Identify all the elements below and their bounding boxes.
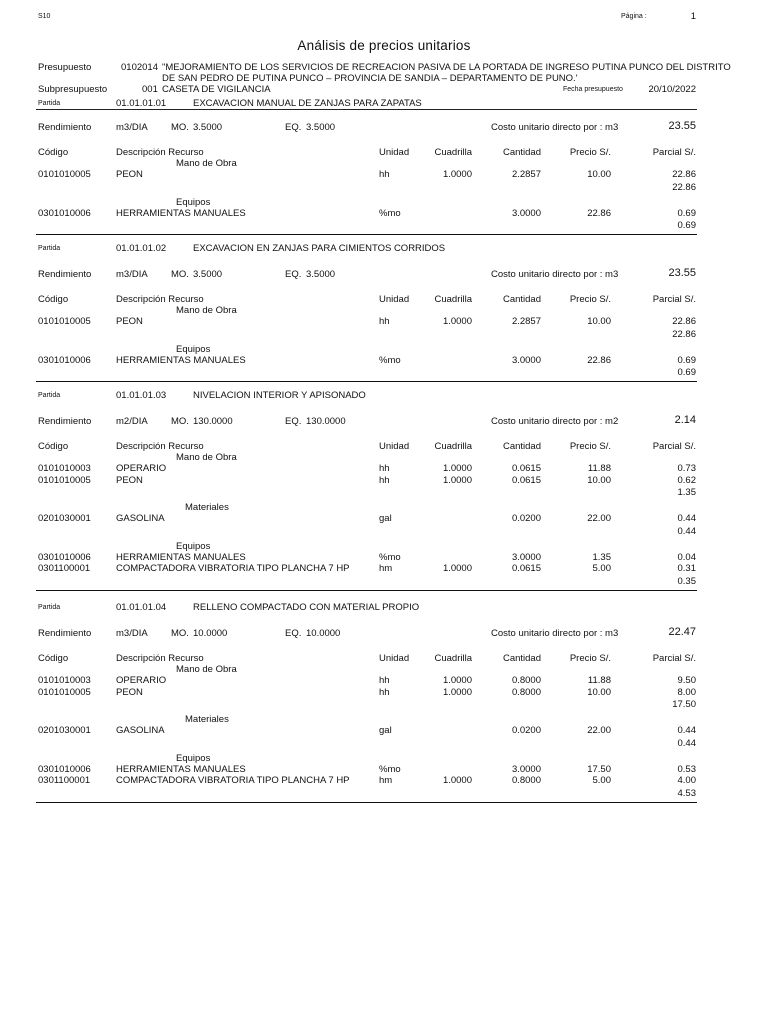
- column-header-crew: Cuadrilla: [434, 294, 472, 305]
- rendimiento-unit: m3/DIA: [116, 269, 148, 280]
- partida-divider: [36, 234, 697, 235]
- mo-label: MO.: [171, 269, 189, 280]
- column-header-quantity: Cantidad: [502, 294, 541, 305]
- resource-unit: hh: [379, 169, 390, 180]
- partida-divider: [36, 802, 697, 803]
- resource-price: 10.00: [587, 686, 611, 698]
- rendimiento-unit: m2/DIA: [116, 416, 148, 427]
- page-number: 1: [690, 11, 696, 22]
- resource-group-heading: Materiales: [185, 502, 229, 513]
- resource-partial: 0.04: [677, 551, 696, 563]
- column-header-quantity: Cantidad: [502, 441, 541, 452]
- budget-date: 20/10/2022: [648, 84, 696, 95]
- eq-value: 3.5000: [306, 269, 336, 280]
- resource-group-heading: Equipos: [176, 343, 211, 355]
- subbudget-name: CASETA DE VIGILANCIA: [162, 84, 271, 95]
- resource-price: 5.00: [592, 563, 611, 574]
- group-subtotal: 0.69: [677, 367, 696, 378]
- budget-code: 0102014: [121, 62, 158, 73]
- resource-description: PEON: [116, 316, 143, 327]
- resource-quantity: 3.0000: [511, 354, 541, 366]
- budget-description-line2: DE SAN PEDRO DE PUTINA PUNCO – PROVINCIA DE SANDIA – DEPARTAMENTO DE PUNO.': [162, 73, 578, 84]
- resource-price: 22.86: [587, 354, 611, 366]
- mo-label: MO.: [171, 122, 189, 133]
- mo-value: 3.5000: [193, 269, 223, 280]
- eq-value: 3.5000: [306, 122, 336, 133]
- partida-label: Partida: [38, 392, 61, 399]
- partida-header-divider: [36, 109, 697, 110]
- resource-code: 0301100001: [38, 563, 91, 574]
- resource-price: 22.00: [587, 513, 611, 524]
- resource-unit: hh: [379, 474, 390, 486]
- column-header-partial: Parcial S/.: [652, 441, 696, 452]
- resource-code: 0101010003: [38, 675, 91, 686]
- resource-unit: %mo: [379, 763, 401, 775]
- partida-code: 01.01.01.03: [116, 390, 167, 401]
- partida-label: Partida: [38, 604, 61, 611]
- resource-quantity: 0.8000: [511, 686, 541, 698]
- system-code: S10: [38, 13, 51, 20]
- resource-unit: %mo: [379, 207, 401, 219]
- partida-divider: [36, 381, 697, 382]
- column-header-unit: Unidad: [379, 653, 410, 664]
- resource-quantity: 0.8000: [511, 775, 541, 786]
- unit-cost-value: 23.55: [668, 120, 696, 132]
- group-subtotal: 0.69: [677, 220, 696, 231]
- resource-partial: 22.86: [672, 169, 696, 180]
- resource-price: 5.00: [592, 775, 611, 786]
- resource-description: HERRAMIENTAS MANUALES: [116, 207, 246, 219]
- resource-unit: hh: [379, 463, 390, 474]
- group-subtotal: 22.86: [672, 328, 696, 340]
- partida-code: 01.01.01.04: [116, 602, 167, 613]
- subbudget-code: 001: [142, 84, 158, 95]
- eq-value: 130.0000: [306, 416, 346, 427]
- resource-code: 0101010005: [38, 686, 91, 698]
- resource-quantity: 2.2857: [511, 169, 541, 180]
- resource-group-heading: Mano de Obra: [176, 305, 237, 316]
- column-header-description: Descripción Recurso: [116, 294, 204, 305]
- column-header-code: Código: [38, 147, 69, 158]
- resource-quantity: 3.0000: [511, 207, 541, 219]
- resource-crew: 1.0000: [442, 463, 472, 474]
- unit-cost-label: Costo unitario directo por : m2: [491, 416, 619, 427]
- column-header-quantity: Cantidad: [502, 653, 541, 664]
- resource-crew: 1.0000: [442, 775, 472, 786]
- mo-value: 130.0000: [193, 416, 233, 427]
- partida-name: NIVELACION INTERIOR Y APISONADO: [193, 390, 366, 401]
- resource-quantity: 0.0200: [511, 513, 541, 524]
- group-subtotal: 22.86: [672, 181, 696, 193]
- resource-partial: 8.00: [677, 686, 696, 698]
- budget-description-line1: "MEJORAMIENTO DE LOS SERVICIOS DE RECREACION PASIVA DE LA PORTADA DE INGRESO PUTINA PUNCO DEL DISTRITO: [162, 62, 731, 73]
- resource-code: 0301010006: [38, 207, 91, 219]
- unit-cost-label: Costo unitario directo por : m3: [491, 269, 619, 280]
- resource-price: 22.00: [587, 725, 611, 736]
- resource-group-heading: Materiales: [185, 714, 229, 725]
- resource-code: 0301010006: [38, 551, 91, 563]
- column-header-price: Precio S/.: [569, 441, 611, 452]
- group-subtotal: 0.44: [677, 525, 696, 537]
- resource-description: PEON: [116, 474, 143, 486]
- unit-cost-value: 23.55: [668, 267, 696, 279]
- column-header-unit: Unidad: [379, 147, 410, 158]
- resource-partial: 0.53: [677, 763, 696, 775]
- resource-partial: 0.44: [677, 513, 696, 524]
- resource-unit: %mo: [379, 551, 401, 563]
- eq-label: EQ.: [285, 122, 302, 133]
- partida-name: EXCAVACION EN ZANJAS PARA CIMIENTOS CORRIDOS: [193, 243, 446, 254]
- column-header-code: Código: [38, 441, 69, 452]
- group-subtotal: 0.44: [677, 737, 696, 749]
- resource-partial: 0.69: [677, 207, 696, 219]
- resource-unit: hh: [379, 675, 390, 686]
- column-header-unit: Unidad: [379, 441, 410, 452]
- unit-cost-label: Costo unitario directo por : m3: [491, 122, 619, 133]
- group-subtotal: 4.53: [677, 787, 696, 799]
- rendimiento-unit: m3/DIA: [116, 122, 148, 133]
- resource-partial: 22.86: [672, 316, 696, 327]
- resource-code: 0301010006: [38, 763, 91, 775]
- rendimiento-unit: m3/DIA: [116, 628, 148, 639]
- resource-code: 0101010003: [38, 463, 91, 474]
- unit-cost-label: Costo unitario directo por : m3: [491, 628, 619, 639]
- rendimiento-label: Rendimiento: [38, 269, 92, 280]
- unit-cost-value: 22.47: [668, 626, 696, 638]
- column-header-partial: Parcial S/.: [652, 147, 696, 158]
- resource-description: GASOLINA: [116, 513, 165, 524]
- unit-cost-value: 2.14: [674, 414, 696, 426]
- eq-label: EQ.: [285, 628, 302, 639]
- resource-group-heading: Equipos: [176, 540, 211, 552]
- resource-unit: hm: [379, 775, 393, 786]
- column-header-crew: Cuadrilla: [434, 147, 472, 158]
- column-header-partial: Parcial S/.: [652, 653, 696, 664]
- resource-quantity: 0.0615: [511, 563, 541, 574]
- resource-unit: %mo: [379, 354, 401, 366]
- resource-quantity: 3.0000: [511, 763, 541, 775]
- page-label: Página :: [621, 13, 647, 20]
- resource-partial: 4.00: [677, 775, 696, 786]
- column-header-crew: Cuadrilla: [434, 653, 472, 664]
- resource-code: 0301100001: [38, 775, 91, 786]
- rendimiento-label: Rendimiento: [38, 628, 92, 639]
- budget-label: Presupuesto: [38, 62, 92, 73]
- column-header-code: Código: [38, 653, 69, 664]
- column-header-description: Descripción Recurso: [116, 147, 204, 158]
- resource-crew: 1.0000: [442, 675, 472, 686]
- column-header-code: Código: [38, 294, 69, 305]
- column-header-unit: Unidad: [379, 294, 410, 305]
- resource-description: GASOLINA: [116, 725, 165, 736]
- resource-group-heading: Equipos: [176, 752, 211, 764]
- resource-description: PEON: [116, 686, 143, 698]
- partida-label: Partida: [38, 100, 61, 107]
- resource-quantity: 0.0615: [511, 474, 541, 486]
- column-header-quantity: Cantidad: [502, 147, 541, 158]
- resource-price: 11.88: [587, 463, 611, 474]
- resource-code: 0101010005: [38, 169, 91, 180]
- resource-description: HERRAMIENTAS MANUALES: [116, 354, 246, 366]
- resource-price: 17.50: [587, 763, 611, 775]
- resource-group-heading: Mano de Obra: [176, 158, 237, 169]
- group-subtotal: 17.50: [672, 699, 696, 710]
- resource-unit: gal: [379, 513, 392, 524]
- resource-partial: 0.44: [677, 725, 696, 736]
- resource-description: OPERARIO: [116, 463, 167, 474]
- resource-description: HERRAMIENTAS MANUALES: [116, 763, 246, 775]
- resource-price: 1.35: [592, 551, 611, 563]
- rendimiento-label: Rendimiento: [38, 416, 92, 427]
- resource-group-heading: Equipos: [176, 196, 211, 208]
- resource-unit: hh: [379, 686, 390, 698]
- mo-value: 10.0000: [193, 628, 228, 639]
- resource-partial: 9.50: [677, 675, 696, 686]
- resource-quantity: 0.8000: [511, 675, 541, 686]
- resource-quantity: 3.0000: [511, 551, 541, 563]
- resource-price: 10.00: [587, 474, 611, 486]
- resource-description: PEON: [116, 169, 143, 180]
- resource-code: 0101010005: [38, 316, 91, 327]
- column-header-partial: Parcial S/.: [652, 294, 696, 305]
- partida-code: 01.01.01.02: [116, 243, 167, 254]
- column-header-description: Descripción Recurso: [116, 653, 204, 664]
- resource-code: 0201030001: [38, 725, 91, 736]
- group-subtotal: 0.35: [677, 575, 696, 587]
- resource-unit: gal: [379, 725, 392, 736]
- resource-description: HERRAMIENTAS MANUALES: [116, 551, 246, 563]
- resource-crew: 1.0000: [442, 169, 472, 180]
- resource-price: 10.00: [587, 169, 611, 180]
- partida-name: RELLENO COMPACTADO CON MATERIAL PROPIO: [193, 602, 420, 613]
- partida-label: Partida: [38, 245, 61, 252]
- resource-code: 0101010005: [38, 474, 91, 486]
- resource-description: COMPACTADORA VIBRATORIA TIPO PLANCHA 7 HP: [116, 563, 350, 574]
- eq-label: EQ.: [285, 416, 302, 427]
- resource-crew: 1.0000: [442, 316, 472, 327]
- resource-crew: 1.0000: [442, 563, 472, 574]
- resource-price: 22.86: [587, 207, 611, 219]
- partida-code: 01.01.01.01: [116, 98, 167, 109]
- eq-label: EQ.: [285, 269, 302, 280]
- resource-quantity: 0.0200: [511, 725, 541, 736]
- mo-label: MO.: [171, 628, 189, 639]
- partida-name: EXCAVACION MANUAL DE ZANJAS PARA ZAPATAS: [193, 98, 422, 109]
- resource-description: OPERARIO: [116, 675, 167, 686]
- resource-crew: 1.0000: [442, 474, 472, 486]
- partida-divider: [36, 590, 697, 591]
- resource-quantity: 0.0615: [511, 463, 541, 474]
- resource-partial: 0.73: [677, 463, 696, 474]
- column-header-price: Precio S/.: [569, 653, 611, 664]
- resource-group-heading: Mano de Obra: [176, 452, 237, 463]
- resource-code: 0301010006: [38, 354, 91, 366]
- resource-quantity: 2.2857: [511, 316, 541, 327]
- rendimiento-label: Rendimiento: [38, 122, 92, 133]
- resource-partial: 0.69: [677, 354, 696, 366]
- eq-value: 10.0000: [306, 628, 341, 639]
- subbudget-label: Subpresupuesto: [38, 84, 108, 95]
- mo-label: MO.: [171, 416, 189, 427]
- group-subtotal: 1.35: [677, 487, 696, 498]
- resource-description: COMPACTADORA VIBRATORIA TIPO PLANCHA 7 HP: [116, 775, 350, 786]
- resource-price: 11.88: [587, 675, 611, 686]
- resource-crew: 1.0000: [442, 686, 472, 698]
- resource-partial: 0.62: [677, 474, 696, 486]
- resource-group-heading: Mano de Obra: [176, 664, 237, 675]
- column-header-price: Precio S/.: [569, 294, 611, 305]
- resource-unit: hm: [379, 563, 393, 574]
- column-header-price: Precio S/.: [569, 147, 611, 158]
- resource-code: 0201030001: [38, 513, 91, 524]
- column-header-crew: Cuadrilla: [434, 441, 472, 452]
- mo-value: 3.5000: [193, 122, 223, 133]
- column-header-description: Descripción Recurso: [116, 441, 204, 452]
- resource-price: 10.00: [587, 316, 611, 327]
- page-title: Análisis de precios unitarios: [297, 38, 471, 53]
- date-label: Fecha presupuesto: [563, 86, 623, 93]
- resource-partial: 0.31: [677, 563, 696, 574]
- resource-unit: hh: [379, 316, 390, 327]
